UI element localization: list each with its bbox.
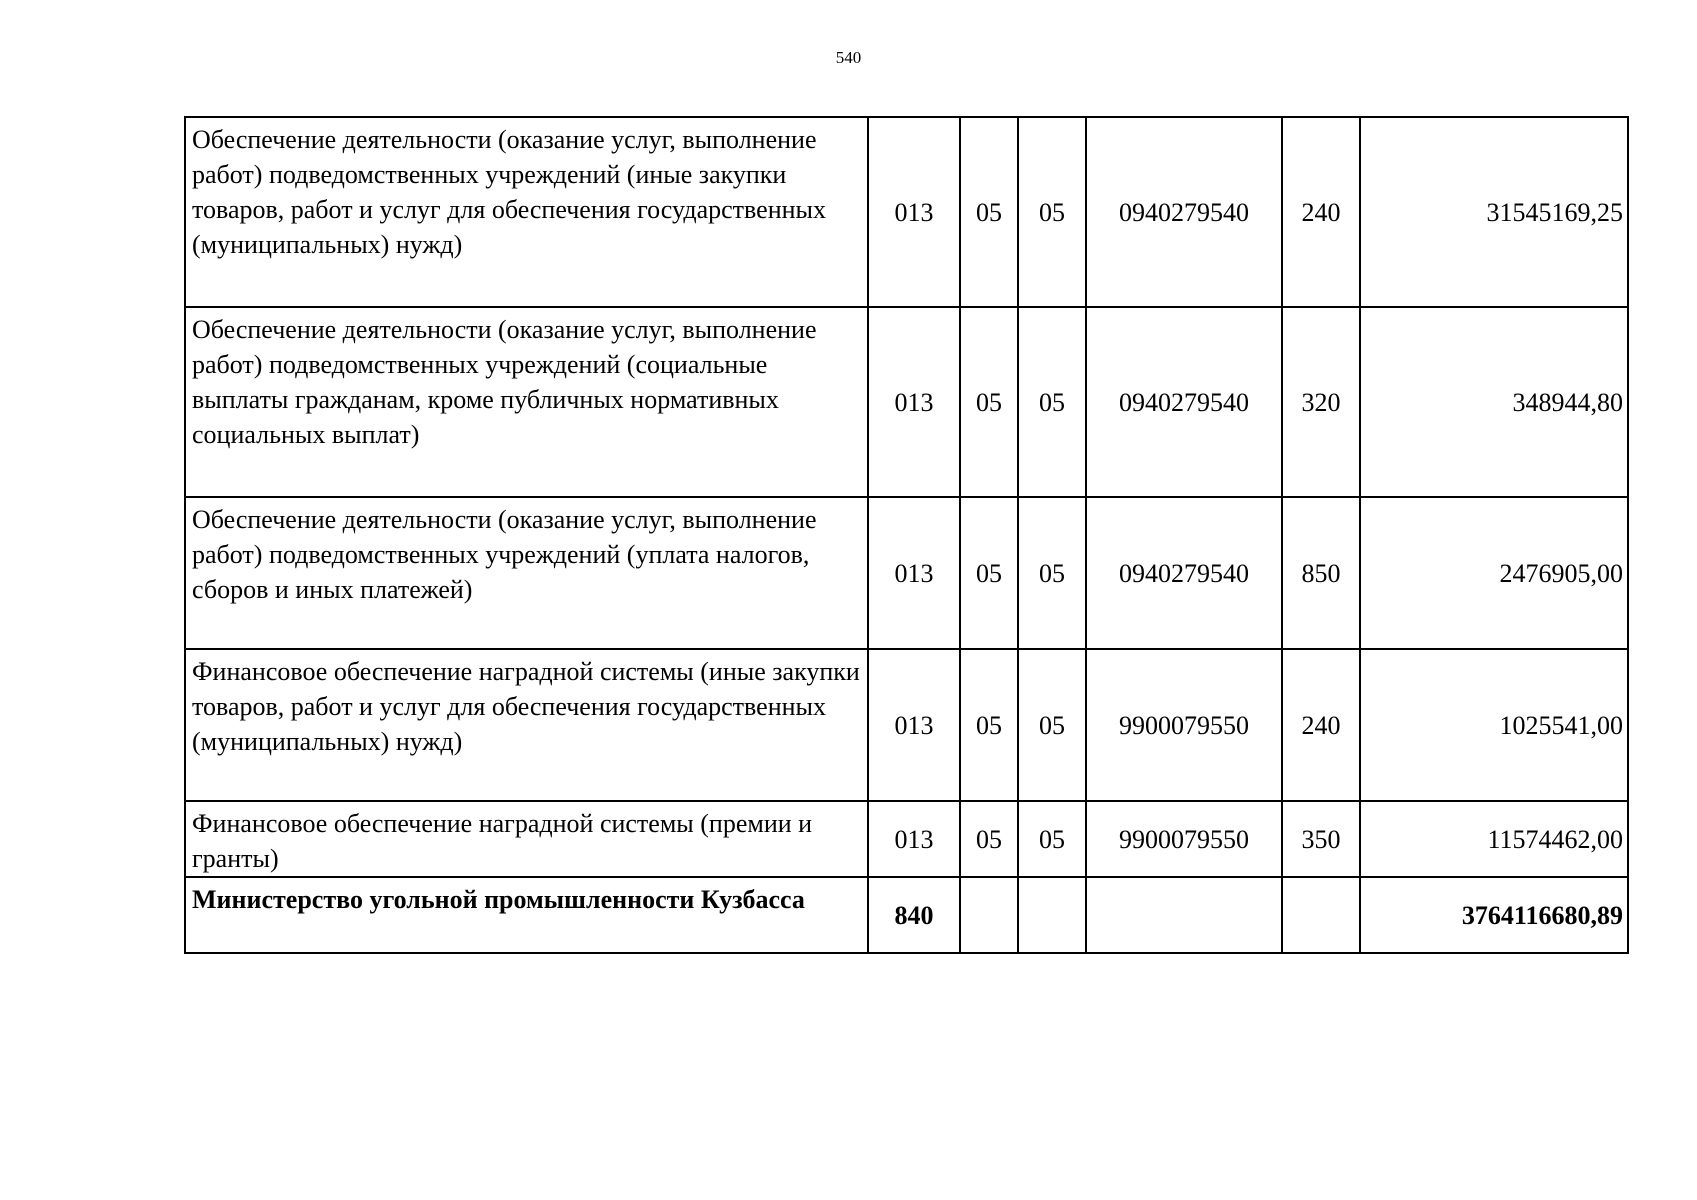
ministry-code-cell: 013 — [868, 307, 960, 497]
ministry-name-cell: Министерство угольной промышленности Кузбасса — [185, 877, 868, 953]
expense-type-cell: 240 — [1282, 117, 1360, 307]
expense-name-cell: Обеспечение деятельности (оказание услуг, выполнение работ) подведомственных учреждений (иные закупки товаров, работ и услуг для обеспечения государственных (муниципальных) нужд) — [185, 117, 868, 307]
total-amount-cell: 3764116680,89 — [1360, 877, 1628, 953]
section-code-cell — [960, 877, 1018, 953]
target-article-cell: 0940279540 — [1086, 497, 1282, 649]
expense-name-cell: Финансовое обеспечение наградной системы (иные закупки товаров, работ и услуг для обеспечения государственных (муниципальных) нужд) — [185, 649, 868, 801]
subsection-code-cell: 05 — [1018, 497, 1086, 649]
ministry-code-cell: 013 — [868, 497, 960, 649]
subsection-code-cell: 05 — [1018, 649, 1086, 801]
section-code-cell: 05 — [960, 307, 1018, 497]
amount-cell: 31545169,25 — [1360, 117, 1628, 307]
expense-type-cell: 240 — [1282, 649, 1360, 801]
expense-type-cell — [1282, 877, 1360, 953]
target-article-cell: 0940279540 — [1086, 117, 1282, 307]
table-row — [185, 117, 1628, 307]
ministry-code-cell: 840 — [868, 877, 960, 953]
expense-name-cell: Обеспечение деятельности (оказание услуг, выполнение работ) подведомственных учреждений (уплата налогов, сборов и иных платежей) — [185, 497, 868, 649]
target-article-cell — [1086, 877, 1282, 953]
expense-name-cell: Обеспечение деятельности (оказание услуг, выполнение работ) подведомственных учреждений (социальные выплаты гражданам, кроме публичных нормативных социальных выплат) — [185, 307, 868, 497]
target-article-cell: 0940279540 — [1086, 307, 1282, 497]
subsection-code-cell: 05 — [1018, 117, 1086, 307]
section-code-cell: 05 — [960, 649, 1018, 801]
subsection-code-cell: 05 — [1018, 307, 1086, 497]
subsection-code-cell: 05 — [1018, 801, 1086, 877]
section-code-cell: 05 — [960, 497, 1018, 649]
amount-cell: 348944,80 — [1360, 307, 1628, 497]
expense-type-cell: 850 — [1282, 497, 1360, 649]
ministry-code-cell: 013 — [868, 117, 960, 307]
section-code-cell: 05 — [960, 117, 1018, 307]
target-article-cell: 9900079550 — [1086, 649, 1282, 801]
page-number: 540 — [835, 48, 862, 67]
table-row — [185, 307, 1628, 497]
section-code-cell: 05 — [960, 801, 1018, 877]
expense-name-cell: Финансовое обеспечение наградной системы (премии и гранты) — [185, 801, 868, 877]
budget-table — [184, 116, 1629, 954]
amount-cell: 2476905,00 — [1360, 497, 1628, 649]
expense-type-cell: 320 — [1282, 307, 1360, 497]
ministry-code-cell: 013 — [868, 801, 960, 877]
ministry-code-cell: 013 — [868, 649, 960, 801]
target-article-cell: 9900079550 — [1086, 801, 1282, 877]
table-row-total — [185, 877, 1628, 953]
table-row — [185, 649, 1628, 801]
amount-cell: 1025541,00 — [1360, 649, 1628, 801]
table-row — [185, 497, 1628, 649]
subsection-code-cell — [1018, 877, 1086, 953]
expense-type-cell: 350 — [1282, 801, 1360, 877]
amount-cell: 11574462,00 — [1360, 801, 1628, 877]
table-row — [185, 801, 1628, 877]
